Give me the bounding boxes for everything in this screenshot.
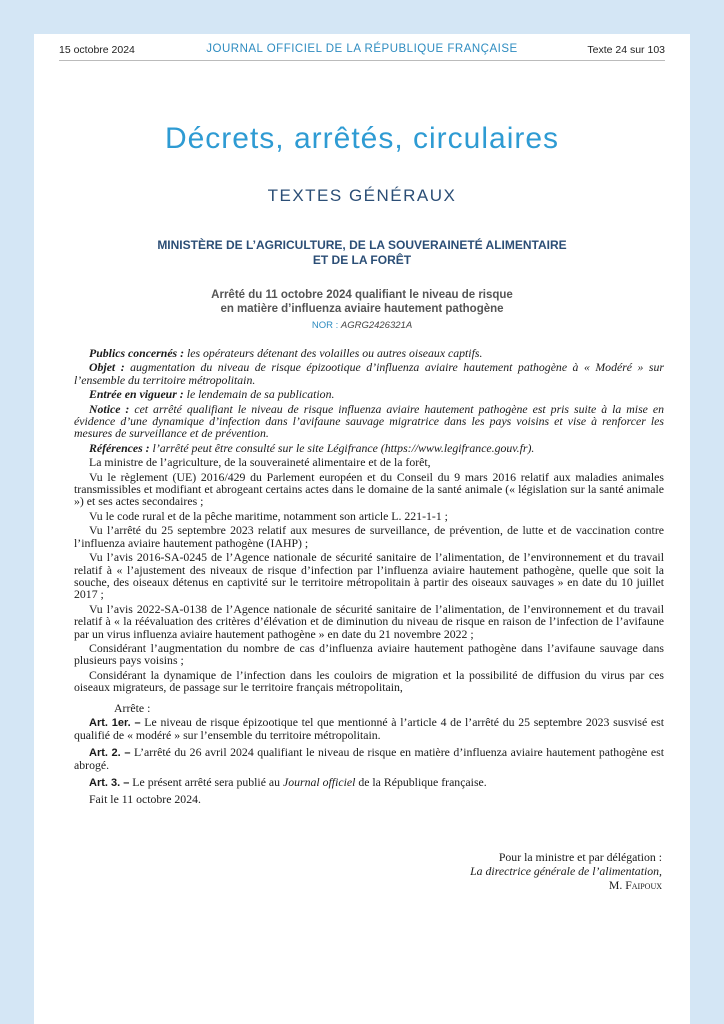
arrete-title xyxy=(0,288,724,316)
summary-publics: Publics concernés : les opérateurs détenant des volailles ou autres oiseaux captifs. xyxy=(89,346,483,360)
preamble-paragraph: Vu l’arrêté du 25 septembre 2023 relatif aux mesures de surveillance, de prévention, de lutte et de vaccination contre l’influenza aviaire hautement pathogène (IAHP) ; xyxy=(74,523,664,550)
running-header xyxy=(59,40,665,62)
header-journal-name: JOURNAL OFFICIEL DE LA RÉPUBLIQUE FRANÇAISE xyxy=(206,43,518,55)
signature-line-1: Pour la ministre et par délégation : xyxy=(498,850,662,864)
arrete-title-line-1: Arrêté du 11 octobre 2024 qualifiant le niveau de risque xyxy=(211,289,513,301)
signature-name: M. Faipoux xyxy=(608,878,662,892)
signature-block xyxy=(470,850,662,892)
nor-label: NOR : xyxy=(311,320,339,331)
section-title: Décrets, arrêtés, circulaires xyxy=(164,122,560,155)
section-subtitle: TEXTES GÉNÉRAUX xyxy=(267,186,457,205)
preamble-paragraph: Vu le règlement (UE) 2016/429 du Parlement européen et du Conseil du 9 mars 2016 relatif aux maladies animales transmissibles et modifiant et abrogeant certains actes dans le domaine de la santé animale (« législation sur la santé animale ») et ses actes secondaires ; xyxy=(74,469,664,509)
header-divider xyxy=(59,60,665,61)
nor-reference xyxy=(0,320,724,331)
summary-entree: Entrée en vigueur : le lendemain de sa publication. xyxy=(89,387,335,402)
document-body xyxy=(74,347,664,807)
fait-le: Fait le 11 octobre 2024. xyxy=(89,792,201,806)
ministry-line-1: MINISTÈRE DE L’AGRICULTURE, DE LA SOUVERAINETÉ ALIMENTAIRE xyxy=(157,238,567,252)
article-2: Art. 2. – L’arrêté du 26 avril 2024 qualifiant le niveau de risque en matière d’influenza aviaire hautement pathogène est abrogé. xyxy=(74,744,664,773)
preamble-paragraph: Considérant la dynamique de l’infection dans les couloirs de migration et la possibilité de diffusion du virus par ces oiseaux migrateurs, de passage sur le territoire français métropolitain, xyxy=(74,667,664,695)
summary-objet: Objet : augmentation du niveau de risque épizootique d’influenza aviaire hautement pathogène à « Modéré » sur l’ensemble du territoire métropolitain. xyxy=(74,360,665,387)
summary-references: Références : l’arrêté peut être consulté sur le site Légifrance (https://www.legifrance.gouv.fr). xyxy=(89,440,535,455)
preamble-paragraph: La ministre de l’agriculture, de la souveraineté alimentaire et de la forêt, xyxy=(89,455,431,470)
summary-notice: Notice : cet arrêté qualifiant le niveau de risque influenza aviaire hautement pathogène est pris suite à la mise en évidence d’une dynamique d’infection dans l’avifaune sauvage migratrice dans les pays voisins et vise à renforcer les mesures de surveillance et de prévention. xyxy=(74,401,665,441)
ministry-heading xyxy=(0,238,724,268)
arrete-title-line-2: en matière d’influenza aviaire hautement pathogène xyxy=(220,303,504,315)
nor-value: AGRG2426321A xyxy=(340,320,413,331)
preamble-paragraph: Vu l’avis 2016-SA-0245 de l’Agence nationale de sécurité sanitaire de l’alimentation, de l’environnement et du travail relatif à « l’ajustement des niveaux de risque d’infection par l’influenza aviaire hautement pathogène, quelle que soit la souche, des oiseaux détenus en captivité sur le territoire métropolitain à partir des oiseaux sauvages » en date du 10 juillet 2017 ; xyxy=(74,550,664,602)
signature-line-2: La directrice générale de l’alimentation, xyxy=(470,864,662,878)
article-3: Art. 3. – Le présent arrêté sera publié au Journal officiel de la République française. xyxy=(89,774,487,789)
ministry-line-2: ET DE LA FORÊT xyxy=(312,253,412,267)
header-text-number: Texte 24 sur 103 xyxy=(587,44,665,56)
preamble-paragraph: Considérant l’augmentation du nombre de cas d’influenza aviaire hautement pathogène dans l’avifaune sauvage dans plusieurs pays voisins ; xyxy=(74,640,664,668)
preamble-paragraph: Vu l’avis 2022-SA-0138 de l’Agence nationale de sécurité sanitaire de l’alimentation, de l’environnement et du travail relatif à « la réévaluation des critères d’élévation et de diminution du niveau de risque en raison de l’infection de l’avifaune par un virus influenza aviaire hautement pathogène » en date du 21 novembre 2022 ; xyxy=(74,601,664,641)
arrete-word: Arrête : xyxy=(114,700,151,715)
preamble-paragraph: Vu le code rural et de la pêche maritime, notamment son article L. 221-1-1 ; xyxy=(89,508,448,523)
header-date: 15 octobre 2024 xyxy=(59,44,135,56)
page-margin-top xyxy=(0,0,724,34)
article-1: Art. 1er. – Le niveau de risque épizootique tel que mentionné à l’article 4 de l’arrêté du 25 septembre 2023 susvisé est qualifié de « modéré » sur l’ensemble du territoire métropolitain. xyxy=(74,714,665,743)
